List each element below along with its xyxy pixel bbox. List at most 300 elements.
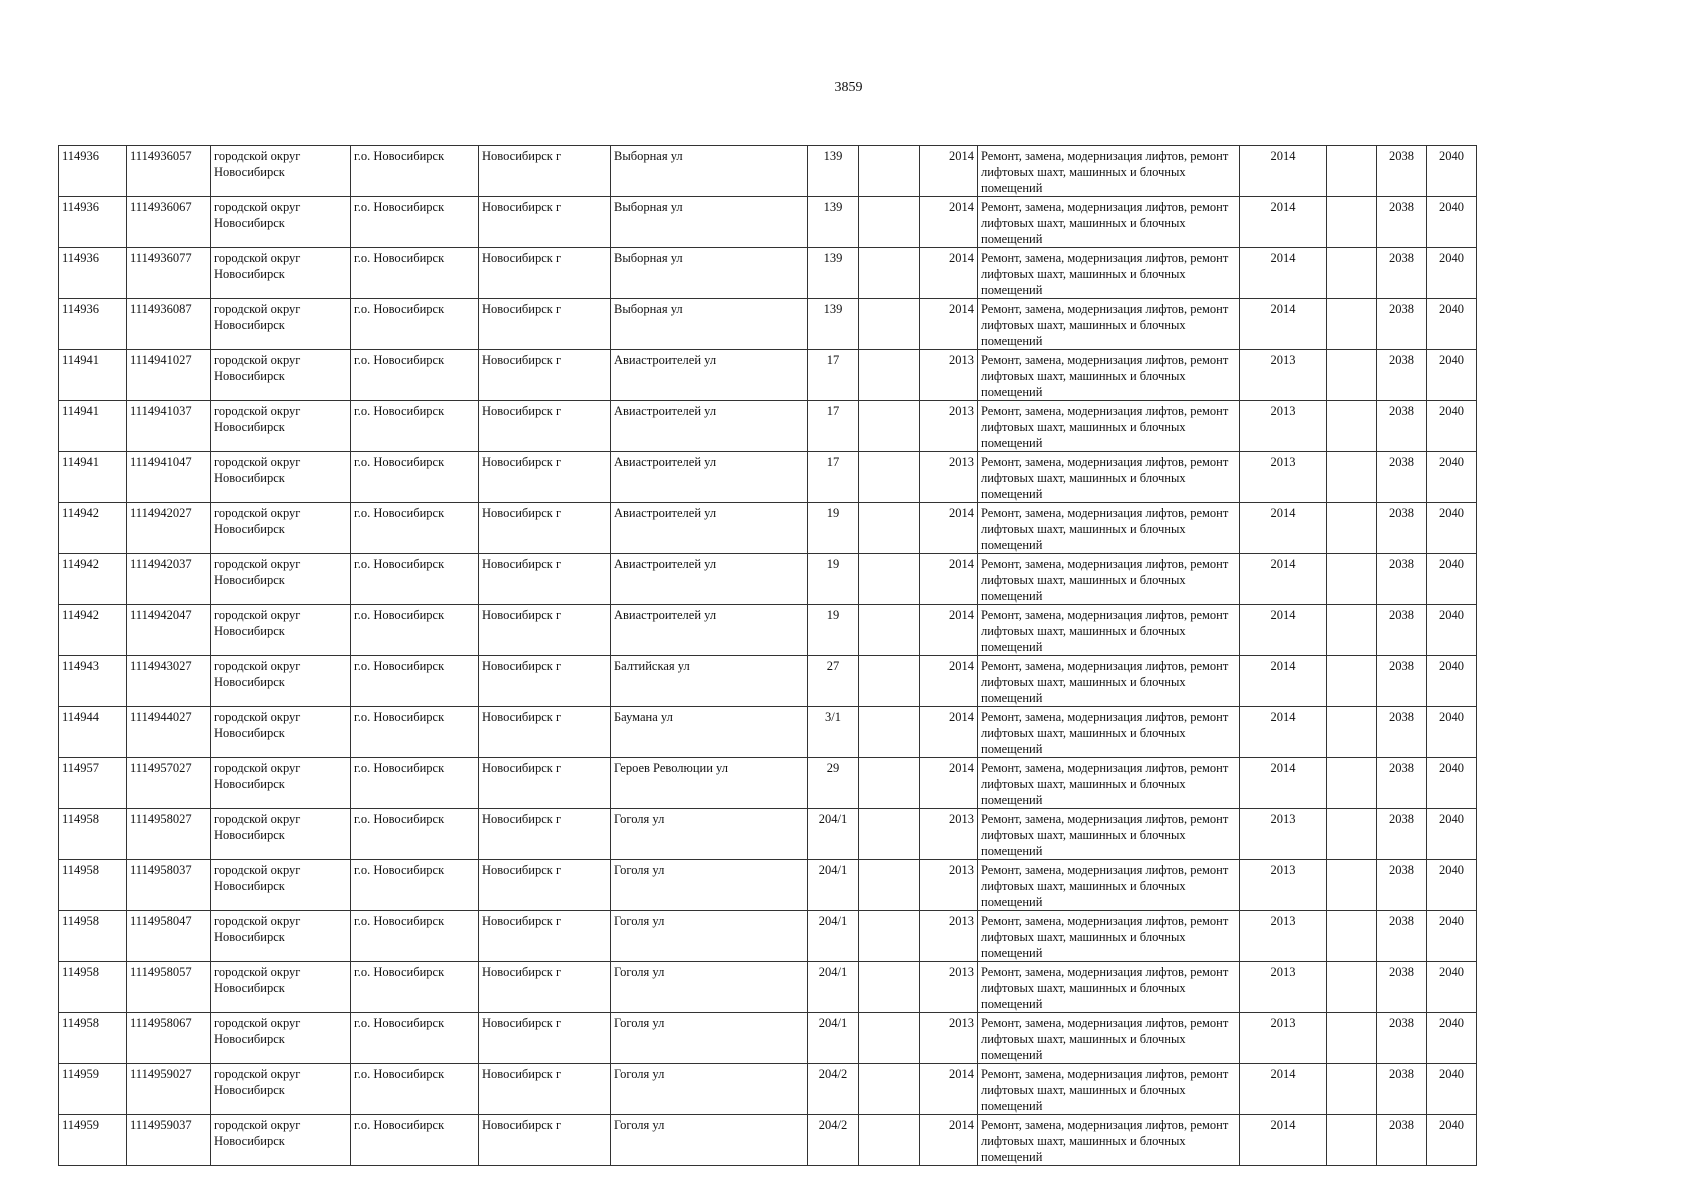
cell-year: 2013 <box>920 350 978 401</box>
table-row <box>59 401 1477 452</box>
cell-municipality: городской округ Новосибирск <box>211 554 351 605</box>
cell-plan-year: 2013 <box>1240 1013 1327 1064</box>
cell-house: 204/1 <box>808 962 859 1013</box>
table-row <box>59 605 1477 656</box>
cell-id: 114941 <box>59 401 127 452</box>
cell-plan-year: 2013 <box>1240 809 1327 860</box>
cell-city: Новосибирск г <box>479 911 611 962</box>
cell-work-type: Ремонт, замена, модернизация лифтов, ремонт лифтовых шахт, машинных и блочных помещений <box>978 248 1240 299</box>
cell-street: Гоголя ул <box>611 860 808 911</box>
cell-year-to: 2040 <box>1427 758 1477 809</box>
cell-plan-year: 2013 <box>1240 962 1327 1013</box>
cell-year-to: 2040 <box>1427 554 1477 605</box>
cell-street: Авиастроителей ул <box>611 503 808 554</box>
cell-house: 19 <box>808 503 859 554</box>
cell-work-type: Ремонт, замена, модернизация лифтов, ремонт лифтовых шахт, машинных и блочных помещений <box>978 962 1240 1013</box>
cell-blank <box>1327 707 1377 758</box>
cell-city: Новосибирск г <box>479 299 611 350</box>
cell-plan-year: 2014 <box>1240 299 1327 350</box>
cell-blank <box>1327 299 1377 350</box>
cell-year: 2014 <box>920 707 978 758</box>
cell-work-type: Ремонт, замена, модернизация лифтов, ремонт лифтовых шахт, машинных и блочных помещений <box>978 299 1240 350</box>
cell-blank <box>1327 452 1377 503</box>
cell-year-from: 2038 <box>1377 605 1427 656</box>
cell-city: Новосибирск г <box>479 707 611 758</box>
cell-year-to: 2040 <box>1427 1064 1477 1115</box>
cell-year-from: 2038 <box>1377 503 1427 554</box>
cell-year-from: 2038 <box>1377 197 1427 248</box>
table-row <box>59 350 1477 401</box>
cell-house: 204/1 <box>808 911 859 962</box>
cell-work-type: Ремонт, замена, модернизация лифтов, ремонт лифтовых шахт, машинных и блочных помещений <box>978 197 1240 248</box>
cell-municipality: городской округ Новосибирск <box>211 1115 351 1166</box>
cell-extra <box>859 1064 920 1115</box>
cell-plan-year: 2013 <box>1240 350 1327 401</box>
cell-blank <box>1327 860 1377 911</box>
table-row <box>59 656 1477 707</box>
cell-year-from: 2038 <box>1377 758 1427 809</box>
cell-city: Новосибирск г <box>479 962 611 1013</box>
cell-plan-year: 2013 <box>1240 452 1327 503</box>
cell-work-type: Ремонт, замена, модернизация лифтов, ремонт лифтовых шахт, машинных и блочных помещений <box>978 350 1240 401</box>
cell-municipality: городской округ Новосибирск <box>211 860 351 911</box>
cell-work-type: Ремонт, замена, модернизация лифтов, ремонт лифтовых шахт, машинных и блочных помещений <box>978 146 1240 197</box>
cell-municipality: городской округ Новосибирск <box>211 758 351 809</box>
cell-street: Гоголя ул <box>611 962 808 1013</box>
cell-street: Гоголя ул <box>611 911 808 962</box>
table-row <box>59 809 1477 860</box>
table-row <box>59 911 1477 962</box>
cell-city: Новосибирск г <box>479 197 611 248</box>
cell-street: Гоголя ул <box>611 1115 808 1166</box>
cell-street: Выборная ул <box>611 248 808 299</box>
cell-city: Новосибирск г <box>479 248 611 299</box>
cell-code: 1114936087 <box>127 299 211 350</box>
cell-house: 139 <box>808 248 859 299</box>
cell-code: 1114943027 <box>127 656 211 707</box>
cell-id: 114959 <box>59 1064 127 1115</box>
cell-blank <box>1327 197 1377 248</box>
cell-work-type: Ремонт, замена, модернизация лифтов, ремонт лифтовых шахт, машинных и блочных помещений <box>978 656 1240 707</box>
cell-blank <box>1327 146 1377 197</box>
cell-district: г.о. Новосибирск <box>351 503 479 554</box>
cell-year-from: 2038 <box>1377 1064 1427 1115</box>
cell-year-to: 2040 <box>1427 452 1477 503</box>
cell-code: 1114942037 <box>127 554 211 605</box>
cell-street: Балтийская ул <box>611 656 808 707</box>
cell-work-type: Ремонт, замена, модернизация лифтов, ремонт лифтовых шахт, машинных и блочных помещений <box>978 860 1240 911</box>
cell-plan-year: 2014 <box>1240 1115 1327 1166</box>
cell-district: г.о. Новосибирск <box>351 1013 479 1064</box>
cell-city: Новосибирск г <box>479 656 611 707</box>
cell-plan-year: 2014 <box>1240 197 1327 248</box>
cell-house: 139 <box>808 197 859 248</box>
cell-extra <box>859 452 920 503</box>
cell-year: 2014 <box>920 146 978 197</box>
cell-city: Новосибирск г <box>479 1013 611 1064</box>
cell-city: Новосибирск г <box>479 758 611 809</box>
cell-work-type: Ремонт, замена, модернизация лифтов, ремонт лифтовых шахт, машинных и блочных помещений <box>978 605 1240 656</box>
cell-blank <box>1327 1013 1377 1064</box>
cell-year: 2013 <box>920 962 978 1013</box>
cell-blank <box>1327 962 1377 1013</box>
cell-blank <box>1327 758 1377 809</box>
cell-work-type: Ремонт, замена, модернизация лифтов, ремонт лифтовых шахт, машинных и блочных помещений <box>978 1064 1240 1115</box>
cell-year-to: 2040 <box>1427 656 1477 707</box>
cell-district: г.о. Новосибирск <box>351 605 479 656</box>
cell-year: 2014 <box>920 1064 978 1115</box>
cell-code: 1114958037 <box>127 860 211 911</box>
cell-district: г.о. Новосибирск <box>351 350 479 401</box>
cell-year: 2014 <box>920 554 978 605</box>
table-row <box>59 503 1477 554</box>
cell-street: Авиастроителей ул <box>611 554 808 605</box>
cell-year: 2014 <box>920 1115 978 1166</box>
cell-year-to: 2040 <box>1427 350 1477 401</box>
cell-street: Авиастроителей ул <box>611 452 808 503</box>
cell-street: Авиастроителей ул <box>611 401 808 452</box>
cell-plan-year: 2013 <box>1240 860 1327 911</box>
cell-code: 1114936057 <box>127 146 211 197</box>
cell-code: 1114942027 <box>127 503 211 554</box>
cell-house: 139 <box>808 299 859 350</box>
cell-extra <box>859 146 920 197</box>
cell-year-from: 2038 <box>1377 1115 1427 1166</box>
register-table <box>58 145 1477 1166</box>
cell-municipality: городской округ Новосибирск <box>211 1013 351 1064</box>
cell-id: 114941 <box>59 350 127 401</box>
cell-year: 2013 <box>920 809 978 860</box>
cell-plan-year: 2014 <box>1240 146 1327 197</box>
cell-district: г.о. Новосибирск <box>351 1064 479 1115</box>
cell-house: 3/1 <box>808 707 859 758</box>
cell-blank <box>1327 911 1377 962</box>
table-row <box>59 1064 1477 1115</box>
cell-code: 1114958027 <box>127 809 211 860</box>
cell-year-to: 2040 <box>1427 809 1477 860</box>
cell-district: г.о. Новосибирск <box>351 1115 479 1166</box>
table-row <box>59 1115 1477 1166</box>
table-row <box>59 860 1477 911</box>
cell-code: 1114957027 <box>127 758 211 809</box>
cell-extra <box>859 503 920 554</box>
cell-city: Новосибирск г <box>479 809 611 860</box>
cell-code: 1114941037 <box>127 401 211 452</box>
cell-street: Выборная ул <box>611 197 808 248</box>
cell-id: 114942 <box>59 605 127 656</box>
cell-municipality: городской округ Новосибирск <box>211 197 351 248</box>
cell-year-to: 2040 <box>1427 146 1477 197</box>
cell-work-type: Ремонт, замена, модернизация лифтов, ремонт лифтовых шахт, машинных и блочных помещений <box>978 503 1240 554</box>
table-row <box>59 707 1477 758</box>
cell-year-from: 2038 <box>1377 452 1427 503</box>
cell-id: 114959 <box>59 1115 127 1166</box>
cell-work-type: Ремонт, замена, модернизация лифтов, ремонт лифтовых шахт, машинных и блочных помещений <box>978 809 1240 860</box>
cell-year-from: 2038 <box>1377 962 1427 1013</box>
cell-blank <box>1327 1115 1377 1166</box>
cell-work-type: Ремонт, замена, модернизация лифтов, ремонт лифтовых шахт, машинных и блочных помещений <box>978 707 1240 758</box>
cell-district: г.о. Новосибирск <box>351 197 479 248</box>
cell-street: Авиастроителей ул <box>611 350 808 401</box>
cell-plan-year: 2014 <box>1240 554 1327 605</box>
cell-plan-year: 2013 <box>1240 911 1327 962</box>
cell-district: г.о. Новосибирск <box>351 452 479 503</box>
cell-year-to: 2040 <box>1427 911 1477 962</box>
cell-id: 114958 <box>59 1013 127 1064</box>
cell-extra <box>859 197 920 248</box>
cell-plan-year: 2014 <box>1240 503 1327 554</box>
cell-extra <box>859 707 920 758</box>
cell-blank <box>1327 248 1377 299</box>
cell-id: 114936 <box>59 197 127 248</box>
cell-district: г.о. Новосибирск <box>351 758 479 809</box>
cell-house: 204/2 <box>808 1115 859 1166</box>
table-body <box>59 146 1477 1166</box>
cell-year-from: 2038 <box>1377 1013 1427 1064</box>
cell-municipality: городской округ Новосибирск <box>211 911 351 962</box>
cell-city: Новосибирск г <box>479 146 611 197</box>
cell-extra <box>859 401 920 452</box>
cell-blank <box>1327 503 1377 554</box>
cell-year-to: 2040 <box>1427 299 1477 350</box>
cell-id: 114936 <box>59 146 127 197</box>
cell-plan-year: 2014 <box>1240 1064 1327 1115</box>
table-row <box>59 554 1477 605</box>
cell-id: 114942 <box>59 554 127 605</box>
cell-code: 1114958047 <box>127 911 211 962</box>
cell-work-type: Ремонт, замена, модернизация лифтов, ремонт лифтовых шахт, машинных и блочных помещений <box>978 911 1240 962</box>
cell-extra <box>859 860 920 911</box>
cell-city: Новосибирск г <box>479 452 611 503</box>
cell-year-from: 2038 <box>1377 299 1427 350</box>
cell-plan-year: 2014 <box>1240 605 1327 656</box>
cell-year: 2014 <box>920 503 978 554</box>
cell-id: 114958 <box>59 911 127 962</box>
cell-house: 204/1 <box>808 1013 859 1064</box>
cell-district: г.о. Новосибирск <box>351 911 479 962</box>
cell-district: г.о. Новосибирск <box>351 146 479 197</box>
cell-id: 114958 <box>59 860 127 911</box>
cell-street: Гоголя ул <box>611 1064 808 1115</box>
cell-house: 19 <box>808 605 859 656</box>
cell-code: 1114944027 <box>127 707 211 758</box>
table-row <box>59 452 1477 503</box>
cell-year-from: 2038 <box>1377 911 1427 962</box>
cell-extra <box>859 1115 920 1166</box>
cell-blank <box>1327 350 1377 401</box>
cell-code: 1114942047 <box>127 605 211 656</box>
cell-year-from: 2038 <box>1377 860 1427 911</box>
cell-year: 2014 <box>920 197 978 248</box>
table-row <box>59 146 1477 197</box>
cell-street: Авиастроителей ул <box>611 605 808 656</box>
cell-blank <box>1327 809 1377 860</box>
cell-district: г.о. Новосибирск <box>351 860 479 911</box>
cell-year: 2014 <box>920 758 978 809</box>
cell-house: 204/1 <box>808 860 859 911</box>
cell-street: Гоголя ул <box>611 809 808 860</box>
cell-extra <box>859 299 920 350</box>
cell-year: 2014 <box>920 656 978 707</box>
cell-district: г.о. Новосибирск <box>351 554 479 605</box>
cell-year-from: 2038 <box>1377 656 1427 707</box>
cell-year-to: 2040 <box>1427 860 1477 911</box>
cell-blank <box>1327 1064 1377 1115</box>
cell-year-to: 2040 <box>1427 401 1477 452</box>
table-row <box>59 962 1477 1013</box>
cell-house: 204/1 <box>808 809 859 860</box>
cell-extra <box>859 605 920 656</box>
cell-city: Новосибирск г <box>479 605 611 656</box>
cell-house: 204/2 <box>808 1064 859 1115</box>
cell-district: г.о. Новосибирск <box>351 299 479 350</box>
cell-city: Новосибирск г <box>479 1064 611 1115</box>
cell-municipality: городской округ Новосибирск <box>211 401 351 452</box>
cell-work-type: Ремонт, замена, модернизация лифтов, ремонт лифтовых шахт, машинных и блочных помещений <box>978 1115 1240 1166</box>
cell-blank <box>1327 605 1377 656</box>
cell-municipality: городской округ Новосибирск <box>211 809 351 860</box>
cell-id: 114958 <box>59 809 127 860</box>
cell-plan-year: 2013 <box>1240 401 1327 452</box>
cell-extra <box>859 962 920 1013</box>
cell-code: 1114936067 <box>127 197 211 248</box>
table-row <box>59 248 1477 299</box>
cell-district: г.о. Новосибирск <box>351 248 479 299</box>
cell-extra <box>859 248 920 299</box>
cell-year: 2014 <box>920 605 978 656</box>
cell-year: 2013 <box>920 1013 978 1064</box>
cell-house: 17 <box>808 401 859 452</box>
cell-id: 114943 <box>59 656 127 707</box>
cell-municipality: городской округ Новосибирск <box>211 350 351 401</box>
cell-year-to: 2040 <box>1427 962 1477 1013</box>
cell-year-to: 2040 <box>1427 503 1477 554</box>
cell-street: Выборная ул <box>611 146 808 197</box>
cell-district: г.о. Новосибирск <box>351 401 479 452</box>
cell-extra <box>859 809 920 860</box>
cell-street: Выборная ул <box>611 299 808 350</box>
cell-municipality: городской округ Новосибирск <box>211 452 351 503</box>
cell-house: 17 <box>808 350 859 401</box>
cell-work-type: Ремонт, замена, модернизация лифтов, ремонт лифтовых шахт, машинных и блочных помещений <box>978 452 1240 503</box>
cell-municipality: городской округ Новосибирск <box>211 962 351 1013</box>
cell-id: 114944 <box>59 707 127 758</box>
cell-id: 114958 <box>59 962 127 1013</box>
cell-year-from: 2038 <box>1377 401 1427 452</box>
cell-year-from: 2038 <box>1377 554 1427 605</box>
cell-id: 114936 <box>59 299 127 350</box>
cell-id: 114941 <box>59 452 127 503</box>
cell-municipality: городской округ Новосибирск <box>211 707 351 758</box>
cell-house: 29 <box>808 758 859 809</box>
cell-street: Героев Революции ул <box>611 758 808 809</box>
cell-street: Баумана ул <box>611 707 808 758</box>
cell-extra <box>859 758 920 809</box>
cell-municipality: городской округ Новосибирск <box>211 656 351 707</box>
cell-municipality: городской округ Новосибирск <box>211 248 351 299</box>
cell-id: 114942 <box>59 503 127 554</box>
cell-extra <box>859 911 920 962</box>
cell-work-type: Ремонт, замена, модернизация лифтов, ремонт лифтовых шахт, машинных и блочных помещений <box>978 554 1240 605</box>
cell-plan-year: 2014 <box>1240 248 1327 299</box>
cell-code: 1114958067 <box>127 1013 211 1064</box>
cell-street: Гоголя ул <box>611 1013 808 1064</box>
cell-city: Новосибирск г <box>479 554 611 605</box>
cell-year-from: 2038 <box>1377 146 1427 197</box>
cell-code: 1114959037 <box>127 1115 211 1166</box>
cell-year-to: 2040 <box>1427 248 1477 299</box>
cell-code: 1114936077 <box>127 248 211 299</box>
cell-district: г.о. Новосибирск <box>351 656 479 707</box>
cell-city: Новосибирск г <box>479 503 611 554</box>
cell-house: 139 <box>808 146 859 197</box>
cell-year-to: 2040 <box>1427 197 1477 248</box>
cell-blank <box>1327 401 1377 452</box>
table-row <box>59 299 1477 350</box>
cell-city: Новосибирск г <box>479 860 611 911</box>
cell-extra <box>859 1013 920 1064</box>
cell-city: Новосибирск г <box>479 401 611 452</box>
cell-blank <box>1327 554 1377 605</box>
cell-code: 1114941047 <box>127 452 211 503</box>
cell-year-to: 2040 <box>1427 1013 1477 1064</box>
cell-municipality: городской округ Новосибирск <box>211 605 351 656</box>
cell-year-to: 2040 <box>1427 707 1477 758</box>
cell-work-type: Ремонт, замена, модернизация лифтов, ремонт лифтовых шахт, машинных и блочных помещений <box>978 1013 1240 1064</box>
table-row <box>59 758 1477 809</box>
cell-city: Новосибирск г <box>479 1115 611 1166</box>
cell-house: 19 <box>808 554 859 605</box>
cell-code: 1114959027 <box>127 1064 211 1115</box>
cell-id: 114936 <box>59 248 127 299</box>
cell-year: 2014 <box>920 299 978 350</box>
cell-municipality: городской округ Новосибирск <box>211 1064 351 1115</box>
cell-extra <box>859 656 920 707</box>
table-row <box>59 197 1477 248</box>
cell-year-from: 2038 <box>1377 350 1427 401</box>
cell-plan-year: 2014 <box>1240 758 1327 809</box>
cell-municipality: городской округ Новосибирск <box>211 146 351 197</box>
cell-district: г.о. Новосибирск <box>351 962 479 1013</box>
cell-id: 114957 <box>59 758 127 809</box>
cell-code: 1114958057 <box>127 962 211 1013</box>
cell-plan-year: 2014 <box>1240 707 1327 758</box>
cell-code: 1114941027 <box>127 350 211 401</box>
cell-year: 2014 <box>920 248 978 299</box>
cell-work-type: Ремонт, замена, модернизация лифтов, ремонт лифтовых шахт, машинных и блочных помещений <box>978 401 1240 452</box>
cell-municipality: городской округ Новосибирск <box>211 503 351 554</box>
page-number: 3859 <box>834 80 863 95</box>
cell-municipality: городской округ Новосибирск <box>211 299 351 350</box>
cell-district: г.о. Новосибирск <box>351 809 479 860</box>
cell-extra <box>859 350 920 401</box>
cell-year-to: 2040 <box>1427 1115 1477 1166</box>
cell-year: 2013 <box>920 911 978 962</box>
cell-district: г.о. Новосибирск <box>351 707 479 758</box>
cell-extra <box>859 554 920 605</box>
cell-year: 2013 <box>920 401 978 452</box>
cell-year: 2013 <box>920 452 978 503</box>
table-row <box>59 1013 1477 1064</box>
cell-plan-year: 2014 <box>1240 656 1327 707</box>
cell-work-type: Ремонт, замена, модернизация лифтов, ремонт лифтовых шахт, машинных и блочных помещений <box>978 758 1240 809</box>
cell-year: 2013 <box>920 860 978 911</box>
cell-year-from: 2038 <box>1377 809 1427 860</box>
cell-house: 27 <box>808 656 859 707</box>
cell-year-to: 2040 <box>1427 605 1477 656</box>
cell-house: 17 <box>808 452 859 503</box>
cell-city: Новосибирск г <box>479 350 611 401</box>
